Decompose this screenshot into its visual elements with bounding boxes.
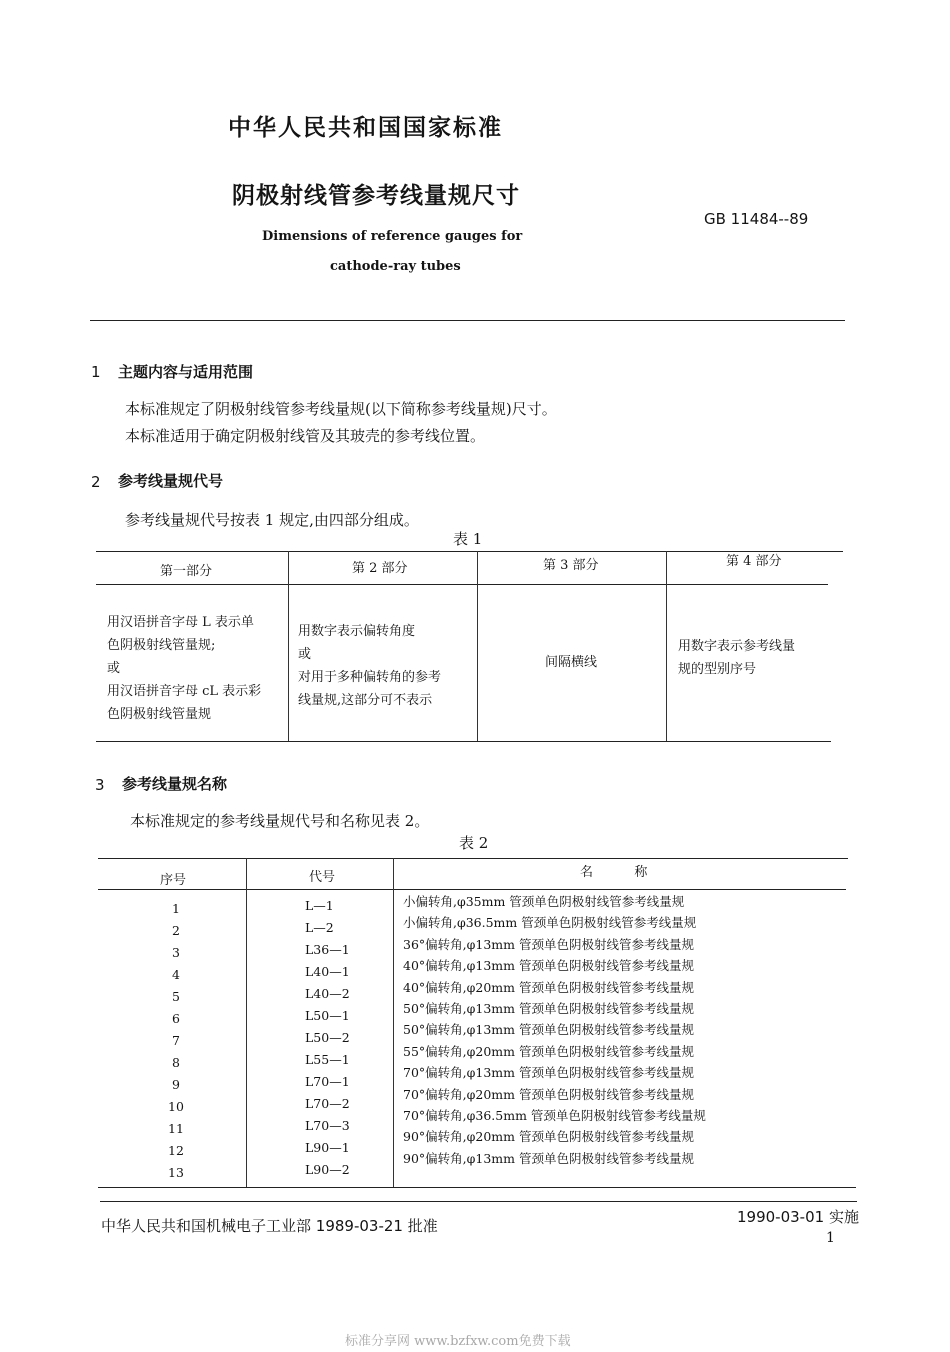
section-2-number: 2 bbox=[91, 473, 101, 491]
section-3-paragraph-1: 本标准规定的参考线量规代号和名称见表 2。 bbox=[130, 812, 430, 830]
table-2-row-seq: 10 bbox=[168, 1099, 184, 1114]
table-2-row-seq: 5 bbox=[172, 989, 180, 1004]
table-1-part-1-line-4: 用汉语拼音字母 cL 表示彩 bbox=[107, 684, 262, 699]
table-1-header-part-1: 第一部分 bbox=[160, 564, 213, 579]
table-2-row-seq: 13 bbox=[168, 1165, 184, 1180]
watermark-text: 标准分享网 www.bzfxw.com免费下载 bbox=[345, 1334, 571, 1349]
table-1-part-2-line-4: 线量规,这部分可不表示 bbox=[298, 693, 433, 708]
table-2-row-code: L40—2 bbox=[305, 986, 350, 1001]
table-2-header-name: 名 称 bbox=[580, 865, 648, 880]
section-3-number: 3 bbox=[95, 776, 105, 794]
section-3-heading: 参考线量规名称 bbox=[122, 775, 228, 793]
table-1-header-rule bbox=[96, 584, 828, 585]
table-2-row-name: 小偏转角,φ35mm 管颈单色阴极射线管参考线量规 bbox=[403, 894, 685, 909]
table-1-col-divider-2 bbox=[477, 551, 478, 741]
table-2-row-code: L—2 bbox=[305, 920, 334, 935]
table-2-header-code: 代号 bbox=[309, 870, 336, 885]
table-2-row-seq: 4 bbox=[172, 967, 180, 982]
table-2-row-code: L50—2 bbox=[305, 1030, 350, 1045]
table-1-caption: 表 1 bbox=[453, 530, 483, 548]
table-2-row-code: L70—3 bbox=[305, 1118, 350, 1133]
table-2-row-code: L90—1 bbox=[305, 1140, 350, 1155]
table-2-row-code: L50—1 bbox=[305, 1008, 350, 1023]
table-1-part-1-line-2: 色阴极射线管量规; bbox=[107, 638, 216, 653]
footer-rule bbox=[100, 1201, 857, 1202]
page-number: 1 bbox=[826, 1230, 835, 1246]
table-1-part-2-line-1: 用数字表示偏转角度 bbox=[298, 624, 416, 639]
table-2-col-divider-2 bbox=[393, 858, 394, 1187]
table-1-header-part-4: 第 4 部分 bbox=[726, 554, 782, 569]
table-2-row-code: L70—2 bbox=[305, 1096, 350, 1111]
table-2-row-seq: 3 bbox=[172, 945, 180, 960]
table-2-row-name: 90°偏转角,φ20mm 管颈单色阴极射线管参考线量规 bbox=[403, 1129, 694, 1144]
table-2-row-name: 小偏转角,φ36.5mm 管颈单色阴极射线管参考线量规 bbox=[403, 915, 697, 930]
table-2-row-code: L36—1 bbox=[305, 942, 350, 957]
table-2-top-rule bbox=[98, 858, 848, 859]
table-2-row-seq: 9 bbox=[172, 1077, 180, 1092]
table-1-part-2-line-3: 对用于多种偏转角的参考 bbox=[298, 670, 442, 685]
document-title-cn: 阴极射线管参考线量规尺寸 bbox=[232, 183, 520, 209]
section-1-number: 1 bbox=[91, 363, 101, 381]
section-2-heading: 参考线量规代号 bbox=[118, 472, 224, 490]
section-1-paragraph-1: 本标准规定了阴极射线管参考线量规(以下简称参考线量规)尺寸。 bbox=[125, 400, 557, 418]
document-title-en-line1: Dimensions of reference gauges for bbox=[262, 229, 523, 244]
document-title-en-line2: cathode-ray tubes bbox=[330, 259, 461, 274]
table-2-row-seq: 8 bbox=[172, 1055, 180, 1070]
table-2-row-name: 50°偏转角,φ13mm 管颈单色阴极射线管参考线量规 bbox=[403, 1001, 694, 1016]
table-2-row-code: L40—1 bbox=[305, 964, 350, 979]
table-2-row-seq: 7 bbox=[172, 1033, 180, 1048]
table-2-row-name: 40°偏转角,φ20mm 管颈单色阴极射线管参考线量规 bbox=[403, 980, 694, 995]
standard-number: GB 11484--89 bbox=[704, 210, 809, 228]
table-2-row-seq: 6 bbox=[172, 1011, 180, 1026]
table-1-part-3-text: 间隔横线 bbox=[545, 655, 598, 670]
section-2-paragraph-1: 参考线量规代号按表 1 规定,由四部分组成。 bbox=[125, 511, 419, 529]
table-2-col-divider-1 bbox=[246, 858, 247, 1187]
table-2-row-seq: 11 bbox=[168, 1121, 184, 1136]
table-2-row-code: L—1 bbox=[305, 898, 334, 913]
table-2-row-name: 90°偏转角,φ13mm 管颈单色阴极射线管参考线量规 bbox=[403, 1151, 694, 1166]
table-2-row-seq: 12 bbox=[168, 1143, 184, 1158]
section-1-heading: 主题内容与适用范围 bbox=[118, 363, 254, 381]
table-2-row-code: L55—1 bbox=[305, 1052, 350, 1067]
table-1-part-4-line-1: 用数字表示参考线量 bbox=[678, 639, 796, 654]
table-2-row-seq: 2 bbox=[172, 923, 180, 938]
table-1-bottom-rule bbox=[96, 741, 831, 742]
table-1-col-divider-1 bbox=[288, 551, 289, 741]
table-2-row-name: 70°偏转角,φ36.5mm 管颈单色阴极射线管参考线量规 bbox=[403, 1108, 706, 1123]
table-2-row-name: 50°偏转角,φ13mm 管颈单色阴极射线管参考线量规 bbox=[403, 1022, 694, 1037]
table-1-part-1-line-5: 色阴极射线管量规 bbox=[107, 707, 212, 722]
table-2-row-code: L70—1 bbox=[305, 1074, 350, 1089]
table-1-part-1-line-3: 或 bbox=[107, 661, 121, 676]
effective-date: 1990-03-01 实施 bbox=[737, 1208, 859, 1226]
table-2-row-name: 70°偏转角,φ13mm 管颈单色阴极射线管参考线量规 bbox=[403, 1065, 694, 1080]
table-2-row-name: 40°偏转角,φ13mm 管颈单色阴极射线管参考线量规 bbox=[403, 958, 694, 973]
section-1-paragraph-2: 本标准适用于确定阴极射线管及其玻壳的参考线位置。 bbox=[125, 427, 486, 445]
table-2-row-code: L90—2 bbox=[305, 1162, 350, 1177]
table-2-row-name: 70°偏转角,φ20mm 管颈单色阴极射线管参考线量规 bbox=[403, 1087, 694, 1102]
table-2-caption: 表 2 bbox=[459, 834, 489, 852]
table-1-part-2-line-2: 或 bbox=[298, 647, 312, 662]
table-1-part-4-line-2: 规的型别序号 bbox=[678, 662, 757, 677]
table-2-row-name: 55°偏转角,φ20mm 管颈单色阴极射线管参考线量规 bbox=[403, 1044, 694, 1059]
table-1-part-1-line-1: 用汉语拼音字母 L 表示单 bbox=[107, 615, 254, 630]
table-2-row-name: 36°偏转角,φ13mm 管颈单色阴极射线管参考线量规 bbox=[403, 937, 694, 952]
header-rule bbox=[90, 320, 845, 321]
table-1-col-divider-3 bbox=[666, 551, 667, 741]
table-2-row-seq: 1 bbox=[172, 901, 180, 916]
table-1-header-part-2: 第 2 部分 bbox=[352, 561, 408, 576]
approval-statement: 中华人民共和国机械电子工业部 1989-03-21 批准 bbox=[101, 1217, 438, 1235]
table-2-header-seq: 序号 bbox=[160, 873, 187, 888]
table-2-bottom-rule bbox=[98, 1187, 856, 1188]
table-1-header-part-3: 第 3 部分 bbox=[543, 558, 599, 573]
table-2-header-rule bbox=[98, 889, 846, 890]
issuing-body: 中华人民共和国国家标准 bbox=[228, 115, 503, 141]
